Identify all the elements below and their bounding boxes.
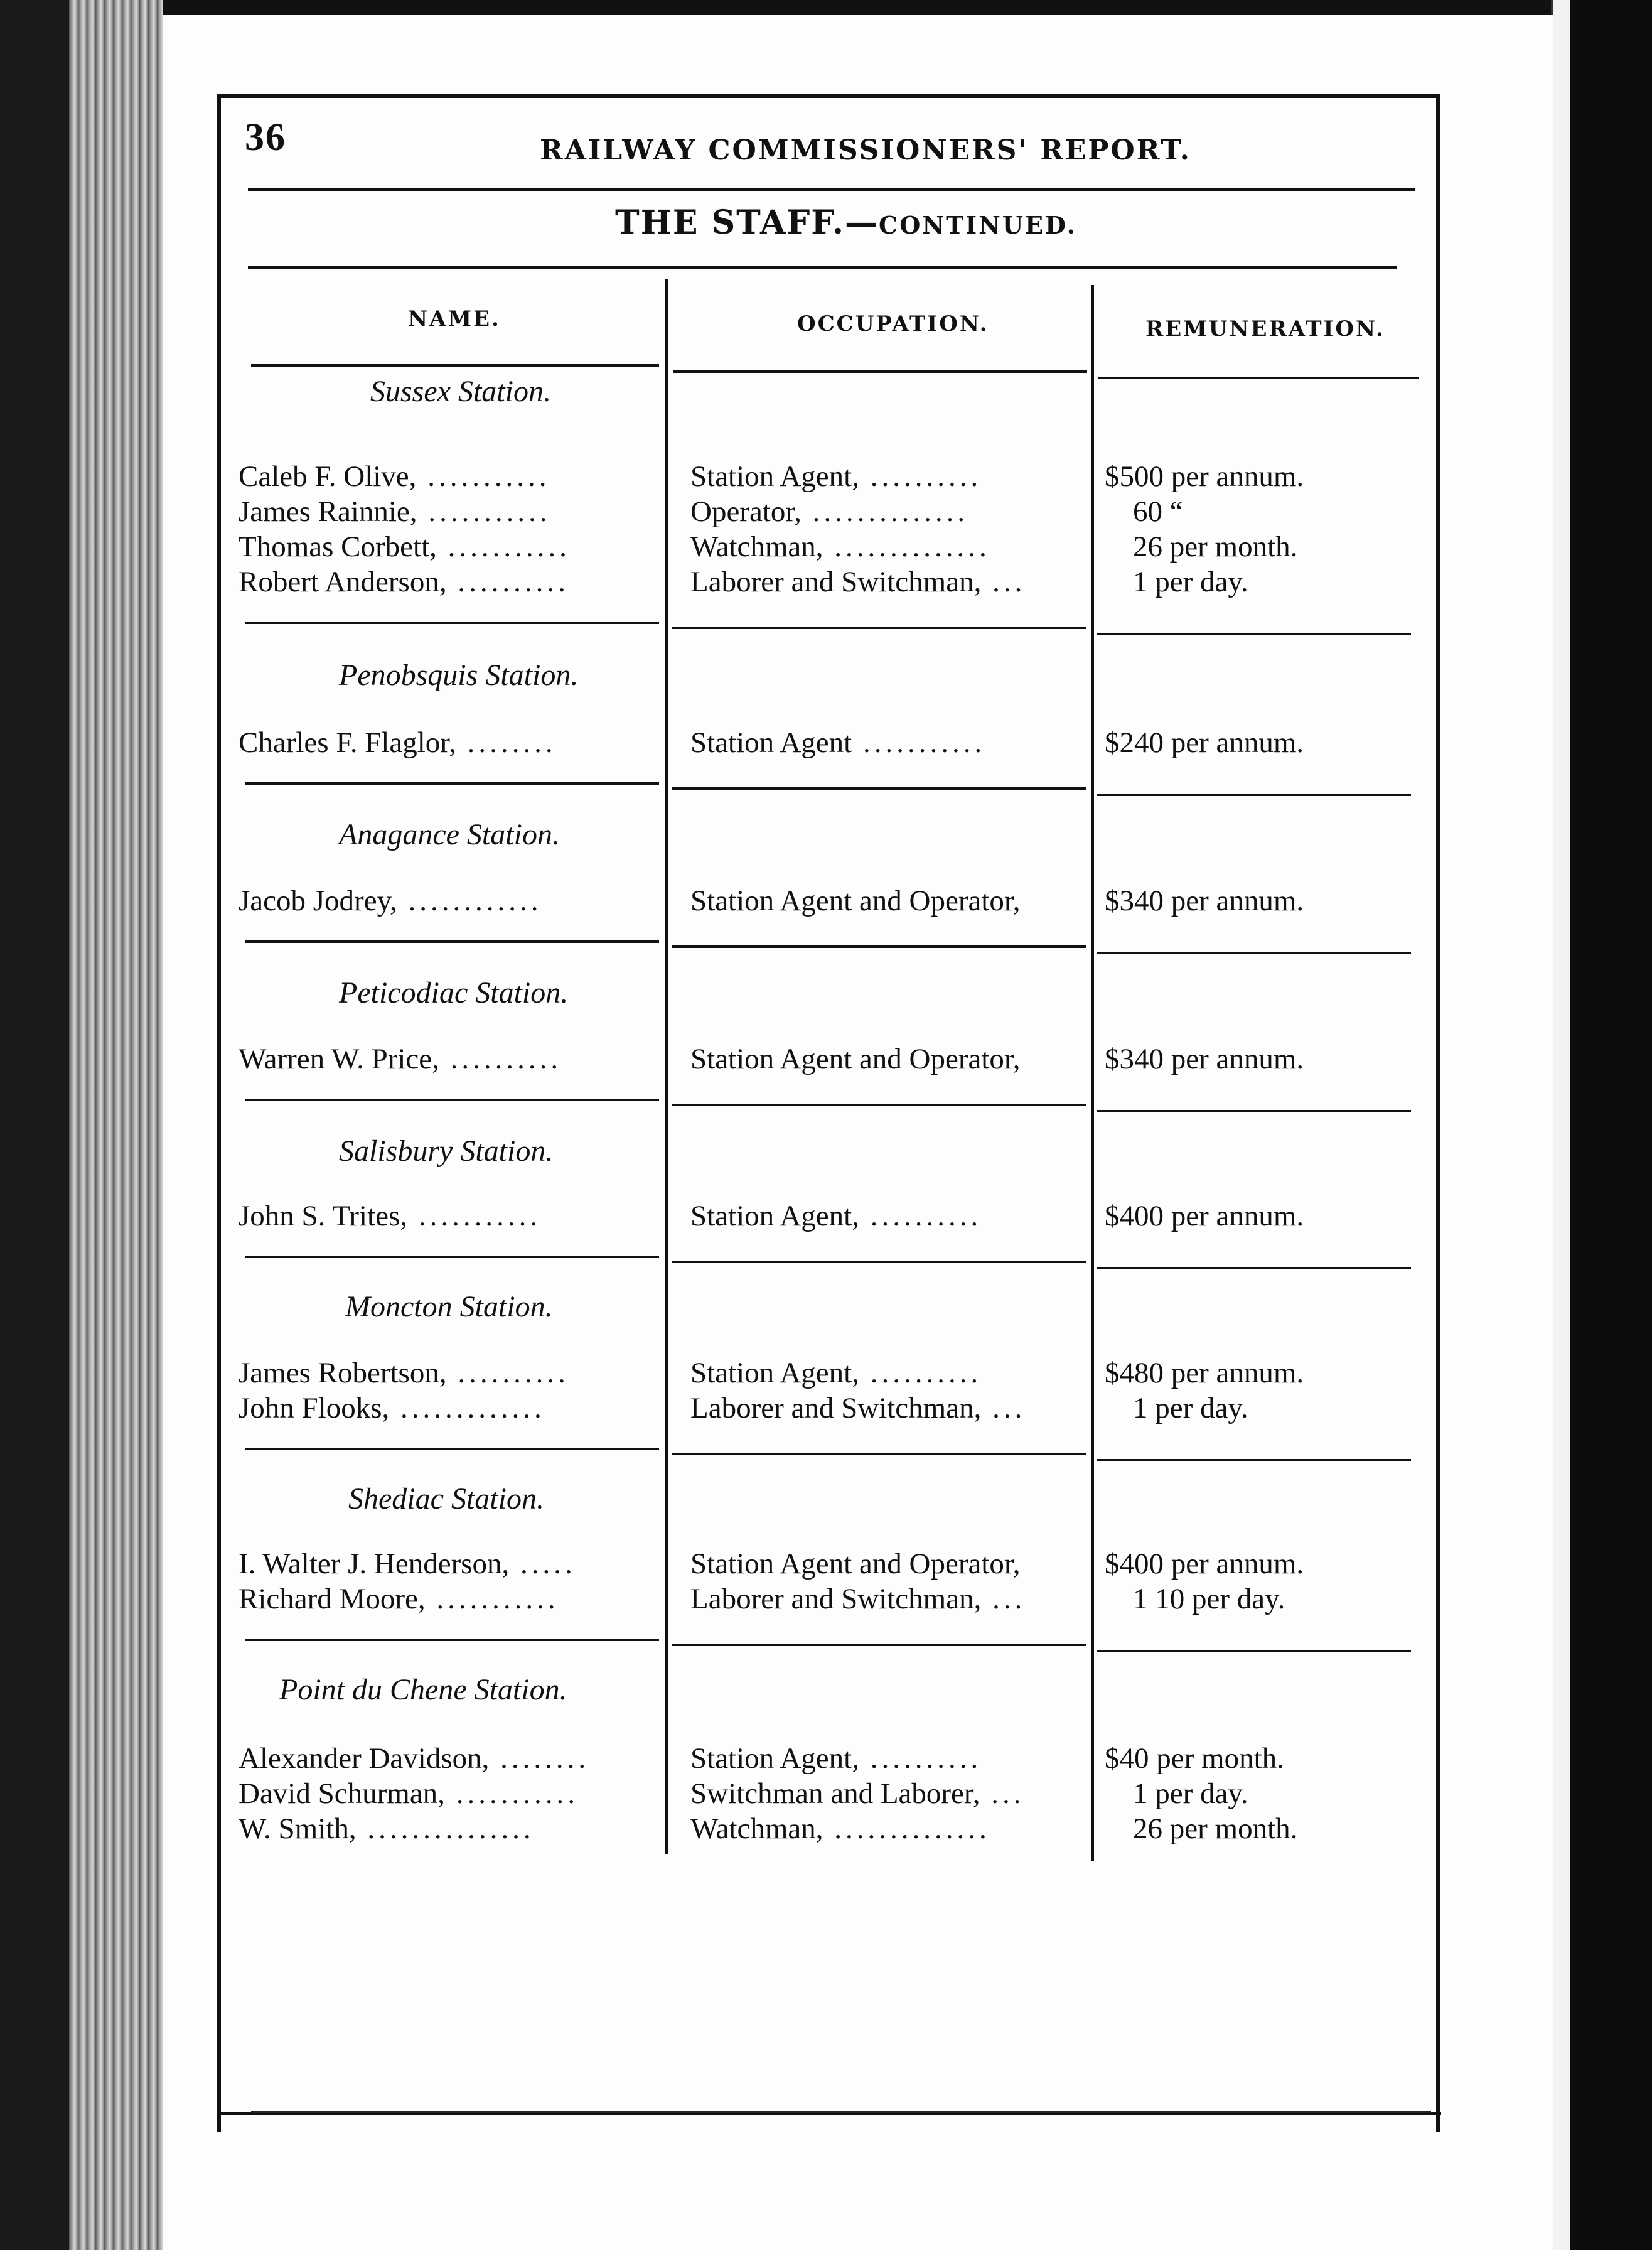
staff-name — [239, 1741, 653, 1775]
leader-dots: ............ — [397, 885, 542, 917]
staff-remuneration: $240 per annum. — [1105, 726, 1304, 759]
leader-dots: .......... — [859, 1357, 982, 1389]
leader-dots: ........... — [407, 1200, 542, 1232]
staff-name-text: Warren W. Price, — [239, 1043, 439, 1075]
staff-name-text: I. Walter J. Henderson, — [239, 1548, 510, 1580]
leader-dots: ........... — [852, 726, 986, 759]
staff-name-text: David Schurman, — [239, 1777, 445, 1810]
leader-dots: .......... — [446, 566, 569, 598]
station-heading: Sussex Station. — [370, 375, 551, 408]
column-header-remuneration: REMUNERATION. — [1145, 316, 1385, 342]
staff-occupation — [690, 495, 1092, 529]
staff-occupation — [690, 1777, 1092, 1811]
staff-remuneration: 60 “ — [1133, 495, 1183, 528]
leader-dots: ........... — [444, 1777, 579, 1810]
staff-name-text: Thomas Corbett, — [239, 530, 437, 563]
staff-name — [239, 530, 653, 564]
staff-name — [239, 1777, 653, 1811]
column-header-occupation: OCCUPATION. — [797, 311, 989, 336]
staff-occupation-text: Station Agent, — [690, 1357, 859, 1389]
leader-dots: ........... — [425, 1583, 559, 1615]
section-rule-remuneration — [1097, 952, 1411, 954]
staff-name — [239, 1199, 653, 1233]
leader-dots: ... — [981, 566, 1026, 598]
table-title — [615, 203, 1180, 242]
leader-dots: .............. — [801, 495, 969, 528]
staff-occupation — [690, 1042, 1092, 1076]
frame-bottom-rule-inner — [251, 2111, 1431, 2113]
staff-name — [239, 495, 653, 529]
leader-dots: ... — [981, 1392, 1026, 1424]
staff-occupation-text: Station Agent — [690, 726, 852, 759]
staff-occupation — [690, 726, 1092, 760]
column-divider-1 — [665, 279, 668, 1854]
section-rule-remuneration — [1097, 633, 1411, 635]
section-rule-occupation — [672, 945, 1086, 948]
staff-remuneration: 1 per day. — [1133, 1777, 1248, 1810]
staff-remuneration: $480 per annum. — [1105, 1357, 1304, 1389]
staff-name — [239, 884, 653, 918]
staff-name-text: Charles F. Flaglor, — [239, 726, 456, 759]
staff-occupation — [690, 1356, 1092, 1390]
section-rule-name — [245, 940, 659, 943]
staff-occupation — [690, 1391, 1092, 1425]
page-number: 36 — [245, 116, 286, 159]
station-heading: Salisbury Station. — [339, 1134, 554, 1168]
leader-dots: .......... — [859, 460, 982, 493]
staff-occupation-text: Station Agent and Operator, — [690, 1548, 1021, 1580]
staff-name-text: Jacob Jodrey, — [239, 885, 397, 917]
adjacent-page-strip — [1551, 0, 1570, 2250]
staff-occupation-text: Station Agent and Operator, — [690, 885, 1021, 917]
header-rule — [248, 188, 1415, 191]
staff-occupation — [690, 1812, 1092, 1846]
section-rule-occupation — [672, 787, 1086, 790]
staff-occupation — [690, 884, 1092, 918]
staff-name — [239, 1391, 653, 1425]
column-header-rule-remuneration — [1098, 377, 1419, 379]
leader-dots: ..... — [509, 1548, 576, 1580]
staff-occupation-text: Watchman, — [690, 530, 823, 563]
staff-occupation-text: Station Agent, — [690, 460, 859, 493]
leader-dots: .............. — [823, 530, 990, 563]
leader-dots: .......... — [439, 1043, 562, 1075]
leader-dots: ........ — [456, 726, 557, 759]
book-page — [163, 15, 1553, 2250]
staff-remuneration: 1 10 per day. — [1133, 1583, 1285, 1615]
section-rule-name — [245, 1256, 659, 1258]
leader-dots: .......... — [859, 1742, 982, 1775]
leader-dots: ... — [981, 1583, 1026, 1615]
section-rule-name — [245, 1448, 659, 1450]
staff-occupation-text: Switchman and Laborer, — [690, 1777, 980, 1810]
staff-name-text: John Flooks, — [239, 1392, 390, 1424]
staff-occupation — [690, 530, 1092, 564]
station-heading: Peticodiac Station. — [339, 976, 569, 1009]
section-rule-occupation — [672, 1261, 1086, 1263]
staff-occupation — [690, 565, 1092, 599]
staff-remuneration: $340 per annum. — [1105, 1043, 1304, 1075]
staff-occupation-text: Station Agent, — [690, 1742, 859, 1775]
leader-dots: ........... — [436, 530, 571, 563]
staff-remuneration: $400 per annum. — [1105, 1200, 1304, 1232]
section-rule-name — [245, 782, 659, 785]
staff-occupation-text: Watchman, — [690, 1812, 823, 1845]
station-heading: Moncton Station. — [345, 1290, 553, 1323]
section-rule-name — [245, 622, 659, 624]
station-heading: Anagance Station. — [339, 818, 560, 851]
section-rule-name — [245, 1099, 659, 1101]
staff-occupation — [690, 1547, 1092, 1581]
scan-border-top — [0, 0, 1652, 15]
leader-dots: .............. — [823, 1812, 990, 1845]
scan-border-right — [1570, 0, 1652, 2250]
section-rule-occupation — [672, 1453, 1086, 1455]
leader-dots: .......... — [859, 1200, 982, 1232]
leader-dots: ............... — [356, 1812, 535, 1845]
leader-dots: ........ — [489, 1742, 590, 1775]
staff-remuneration: 26 per month. — [1133, 530, 1298, 563]
section-rule-remuneration — [1097, 1459, 1411, 1461]
staff-name — [239, 1042, 653, 1076]
leader-dots: .......... — [446, 1357, 569, 1389]
scan-border-left — [0, 0, 69, 2250]
staff-occupation — [690, 1741, 1092, 1775]
staff-name-text: W. Smith, — [239, 1812, 357, 1845]
leader-dots: ............. — [389, 1392, 545, 1424]
section-rule-occupation — [672, 1644, 1086, 1646]
staff-name-text: John S. Trites, — [239, 1200, 408, 1232]
staff-name — [239, 1582, 653, 1616]
running-title: RAILWAY COMMISSIONERS' REPORT. — [540, 134, 1191, 166]
staff-name-text: Richard Moore, — [239, 1583, 426, 1615]
title-rule — [248, 266, 1397, 269]
leader-dots: ........... — [417, 495, 551, 528]
staff-occupation — [690, 1582, 1092, 1616]
staff-name — [239, 1356, 653, 1390]
staff-name-text: Caleb F. Olive, — [239, 460, 417, 493]
staff-occupation-text: Station Agent and Operator, — [690, 1043, 1021, 1075]
staff-name-text: Alexander Davidson, — [239, 1742, 490, 1775]
staff-remuneration: 1 per day. — [1133, 566, 1248, 598]
staff-remuneration: $40 per month. — [1105, 1742, 1284, 1775]
staff-name — [239, 460, 653, 493]
staff-name — [239, 565, 653, 599]
column-header-name: NAME. — [408, 306, 501, 331]
column-header-rule-name — [251, 364, 659, 367]
table-title-continued: CONTINUED. — [879, 211, 1077, 239]
staff-remuneration: $340 per annum. — [1105, 885, 1304, 917]
section-rule-remuneration — [1097, 1267, 1411, 1269]
station-heading: Shediac Station. — [348, 1482, 544, 1515]
staff-remuneration: $400 per annum. — [1105, 1548, 1304, 1580]
staff-name — [239, 1547, 653, 1581]
staff-remuneration: $500 per annum. — [1105, 460, 1304, 493]
column-header-rule-occupation — [673, 370, 1087, 373]
staff-occupation-text: Laborer and Switchman, — [690, 566, 982, 598]
staff-occupation-text: Laborer and Switchman, — [690, 1583, 982, 1615]
staff-occupation-text: Operator, — [690, 495, 802, 528]
section-rule-name — [245, 1639, 659, 1641]
section-rule-remuneration — [1097, 1650, 1411, 1652]
section-rule-remuneration — [1097, 1110, 1411, 1112]
book-page-edges — [69, 0, 163, 2250]
staff-occupation — [690, 460, 1092, 493]
section-rule-occupation — [672, 1104, 1086, 1106]
staff-name-text: James Rainnie, — [239, 495, 417, 528]
leader-dots: ... — [980, 1777, 1025, 1810]
staff-name — [239, 726, 653, 760]
staff-name-text: James Robertson, — [239, 1357, 447, 1389]
staff-occupation-text: Laborer and Switchman, — [690, 1392, 982, 1424]
staff-name — [239, 1812, 653, 1846]
station-heading: Penobsquis Station. — [339, 659, 579, 692]
staff-remuneration: 1 per day. — [1133, 1392, 1248, 1424]
staff-name-text: Robert Anderson, — [239, 566, 447, 598]
staff-occupation — [690, 1199, 1092, 1233]
section-rule-remuneration — [1097, 794, 1411, 796]
section-rule-occupation — [672, 627, 1086, 629]
leader-dots: ........... — [416, 460, 550, 493]
staff-occupation-text: Station Agent, — [690, 1200, 859, 1232]
table-title-main: THE STAFF.— — [615, 203, 879, 242]
station-heading: Point du Chene Station. — [279, 1673, 567, 1706]
staff-remuneration: 26 per month. — [1133, 1812, 1298, 1845]
